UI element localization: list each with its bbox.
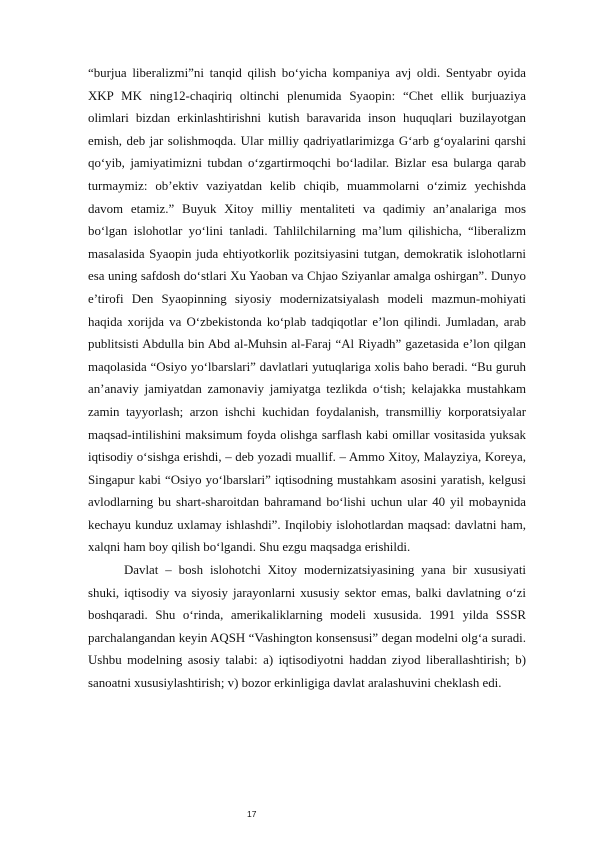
page-number: 17	[247, 809, 257, 819]
body-text	[88, 62, 526, 695]
paragraph-1: “burjua liberalizmi”ni tanqid qilish bo‘yicha kompaniya avj oldi. Sentyabr oyida XKP MK ning12-chaqiriq oltinchi plenumida Syaopin: “Chet ellik burjuaziya olimlari bizdan erkinlashtirishni kutish baravarida inson huquqlari buzilayotgan emish, deb jar solishmoqda. Ular milliy qadriyatlarimizga G‘arb g‘oyalarini qarshi qo‘yib, jamiyatimizni tubdan o‘zgartirmoqchi bo‘ladilar. Bizlar esa bularga qarab turmaymiz: ob’ektiv vaziyatdan kelib chiqib, muammolarni o‘zimiz yechishda davom etamiz.” Buyuk Xitoy milliy mentaliteti va qadimiy an’analariga mos bo‘lgan islohotlar yo‘lini tanladi. Tahlilchilarning ma’lum qilishicha, “liberalizm masalasida Syaopin juda ehtiyotkorlik pozitsiyasini tutgan, demokratik islohotlarni esa uning safdosh do‘stlari Xu Yaoban va Chjao Sziyanlar amalga oshirgan”. Dunyo e’tirofi Den Syaopinning siyosiy modernizatsiyalash modeli mazmun-mohiyati haqida xorijda va O‘zbekistonda ko‘plab tadqiqotlar e’lon qilindi. Jumladan, arab publitsisti Abdulla bin Abd al-Muhsin al-Faraj “Al Riyadh” gazetasida e’lon qilgan maqolasida “Osiyo yo‘lbarslari” davlatlari yutuqlariga xolis baho beradi. “Bu guruh an’anaviy jamiyatdan zamonaviy jamiyatga tezlikda o‘tish; kelajakka mustahkam zamin tayyorlash; arzon ishchi kuchidan foydalanish, transmilliy korporatsiyalar maqsad-intilishini maksimum foyda olishga sarflash kabi omillar vositasida yuksak iqtisodiy o‘sishga erishdi, – deb yozadi muallif. – Ammo Xitoy, Malayziya, Koreya, Singapur kabi “Osiyo yo‘lbarslari” iqtisodning mustahkam asosini yaratish, kelgusi avlodlarning bu shart-sharoitdan bahramand bo‘lishi uchun ular 40 yil mobaynida kechayu kunduz uxlamay ishlashdi”. Inqilobiy islohotlardan maqsad: davlatni ham, xalqni ham boy qilish bo‘lgandi. Shu ezgu maqsadga erishildi.	[88, 66, 526, 555]
paragraph-2: Davlat – bosh islohotchi Xitoy modernizatsiyasining yana bir xususiyati shuki, iqtisodiy va siyosiy jarayonlarni xususiy sektor emas, balki davlatning o‘zi boshqaradi. Shu o‘rinda, amerikaliklarning modeli xususida. 1991 yilda SSSR parchalangandan keyin AQSH “Vashington konsensusi” degan modelni olg‘a suradi. Ushbu modelning asosiy talabi: a) iqtisodiyotni haddan ziyod liberallashtirish; b) sanoatni xususiylashtirish; v) bozor erkinligiga davlat aralashuvini cheklash edi.	[88, 563, 526, 691]
